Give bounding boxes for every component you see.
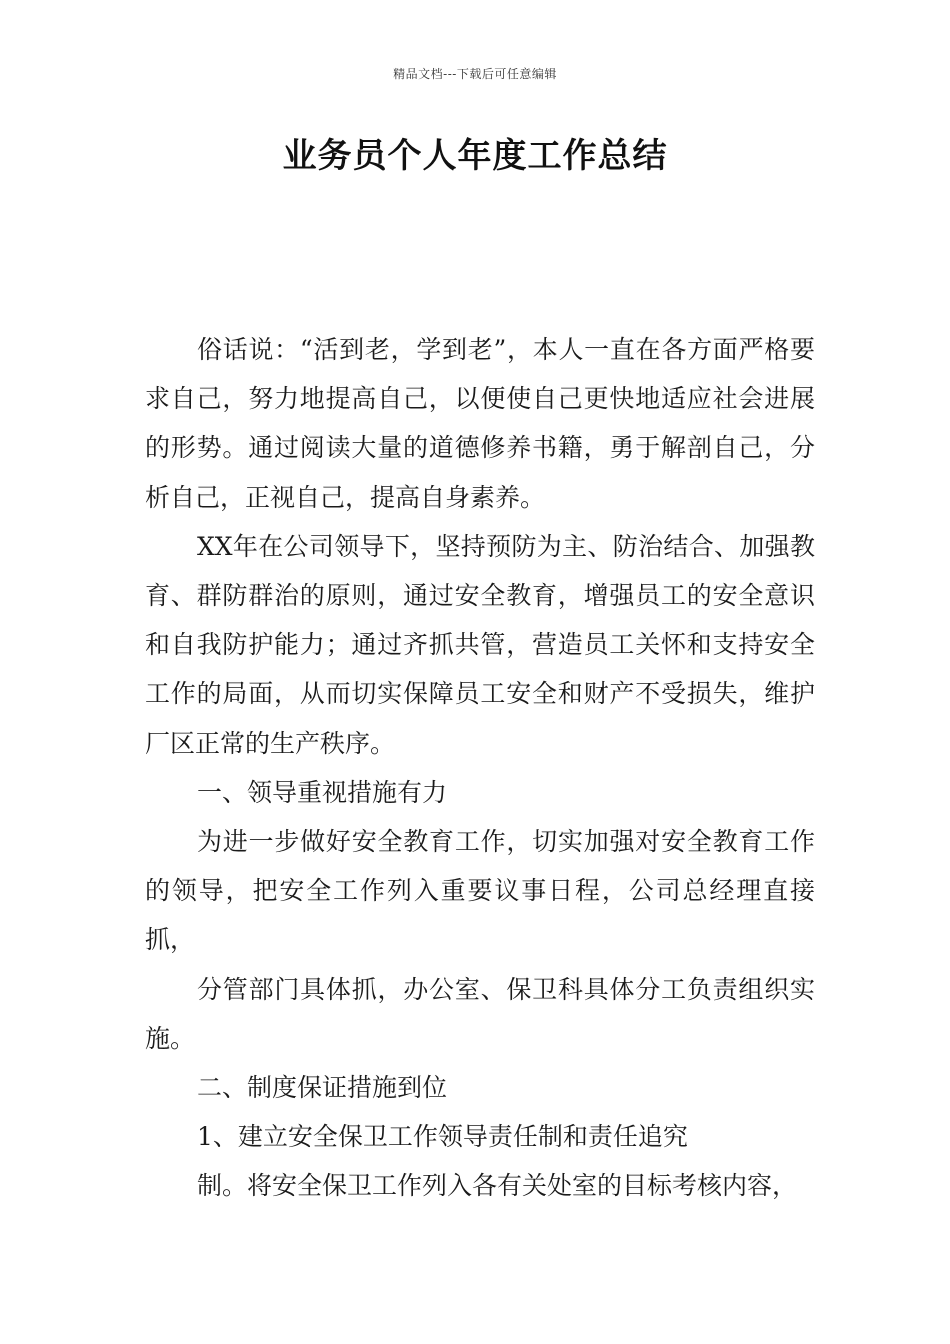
list-item-1: 1、建立安全保卫工作领导责任制和责任追究 bbox=[197, 1122, 688, 1152]
document-title: 业务员个人年度工作总结 bbox=[282, 136, 668, 176]
section-heading-2: 二、制度保证措施到位 bbox=[197, 1073, 448, 1103]
paragraph-2: XX年在公司领导下，坚持预防为主、防治结合、加强教育、群防群治的原则，通过安全教育，增强员工的安全意识和自我防护能力；通过齐抓共管，营造员工关怀和支持安全工作的局面，从而切实保障员工安全和财产不受损失，维护厂区正常的生产秩序。 bbox=[145, 531, 815, 758]
paragraph-3: 为进一步做好安全教育工作，切实加强对安全教育工作的领导，把安全工作列入重要议事日程，公司总经理直接抓， bbox=[145, 827, 815, 955]
paragraph-4: 分管部门具体抓，办公室、保卫科具体分工负责组织实施。 bbox=[145, 974, 815, 1053]
paragraph-1: 俗话说：“活到老，学到老”，本人一直在各方面严格要求自己，努力地提高自己，以便使自己更快地适应社会进展的形势。通过阅读大量的道德修养书籍，勇于解剖自己，分析自己，正视自己，提高自身素养。 bbox=[145, 335, 815, 512]
header-note: 精品文档---下载后可任意编辑 bbox=[393, 67, 557, 81]
document-body bbox=[145, 325, 815, 1211]
paragraph-5: 制。将安全保卫工作列入各有关处室的目标考核内容， bbox=[197, 1171, 798, 1201]
section-heading-1: 一、领导重视措施有力 bbox=[197, 777, 448, 807]
